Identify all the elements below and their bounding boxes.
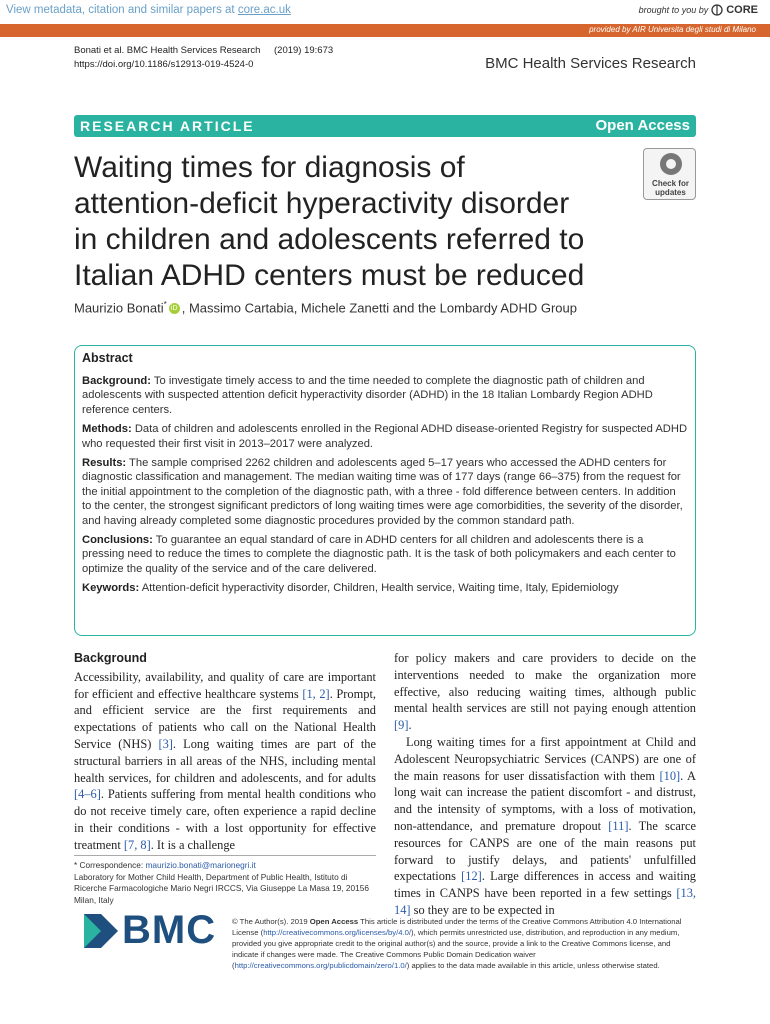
other-authors: , Massimo Cartabia, Michele Zanetti and the Lombardy ADHD Group — [181, 300, 577, 316]
abstract-box — [74, 345, 696, 636]
citation-year: (2019) 19:673 — [274, 45, 334, 56]
abstract-conclusions — [82, 533, 688, 576]
results-text: The sample comprised 2262 children and adolescents aged 5–17 years who accessed the ADHD centers for diagnostic classification and management. The median waiting time was of 177 days (range 66–375) from the request for the initial appointment to the completion of the diagnostic path, with a three - fold difference between centers. In addition to the center, the strongest significant predictors of long waiting times were age comorbidities, the severity of the disorder, and having already completed some diagnostic procedures provided by the common standard path. — [82, 457, 683, 527]
abstract-heading: Abstract — [82, 351, 133, 365]
body-paragraph: Long waiting times for a first appointment at Child and Adolescent Neuropsychiatric Services (CANPS) are one of the main reasons for user dissatisfaction with them [10]. A long wait can increase the patient discomfort - and distrust, and the intensity of symptoms, with a loss of motivation, non-attendance, and premature dropout [11]. The scarce resources for CANPS are one of the main reasons put forward to justify delays, and patients' unfulfilled expectations [12]. Large differences in access and waiting times in CANPS have been reported in a few settings [13, 14] so they are to be expected in — [394, 734, 697, 917]
citation-ref[interactable]: [9] — [394, 718, 409, 733]
section-heading-background: Background — [74, 651, 147, 665]
citation-ref[interactable]: [10] — [659, 768, 681, 783]
citation-ref[interactable]: [11] — [608, 818, 629, 833]
bmc-logo-text: BMC — [122, 908, 217, 952]
bmc-mark-icon — [84, 914, 118, 948]
open-access-label: Open Access — [595, 117, 690, 134]
license-text: © The Author(s). 2019 Open Access This article is distributed under the terms of the Creative Commons Attribution 4.0 International License (http://creativecommons.org/licenses/by/4.0/), which permits unrestricted use, distribution, and reproduction in any medium, provided you give appropriate credit to the original author(s) and the source, provide a link to the Creative Commons license, and indicate if changes were made. The Creative Commons Public Domain Dedication waiver (http://creativecommons.org/publicdomain/zero/1.0/) applies to the data made available in this article, unless otherwise stated. — [232, 917, 682, 970]
orcid-icon[interactable]: iD — [169, 303, 180, 314]
background-label: Background: — [82, 375, 151, 387]
provided-by-text[interactable]: provided by AIR Universita degli studi di Milano — [589, 25, 756, 34]
doi-link[interactable]: https://doi.org/10.1186/s12913-019-4524-0 — [74, 59, 254, 70]
cc-zero-link[interactable]: http://creativecommons.org/publicdomain/zero/1.0/ — [234, 961, 407, 970]
core-domain-link[interactable]: core.ac.uk — [237, 4, 291, 16]
correspondence-label: * Correspondence: — [74, 860, 146, 870]
affiliation-text: Laboratory for Mother Child Health, Department of Public Health, Istituto di Ricerche Farmacologiche Mario Negri IRCCS, Via Giuseppe La Masa 19, 20156 Milan, Italy — [74, 871, 369, 905]
conclusions-label: Conclusions: — [82, 534, 153, 547]
body-paragraph: Accessibility, availability, and quality of care are important for efficient and effective healthcare systems [1, 2]. Prompt, and efficient service are the first requirements and expectations of patients who call on the National Health Service (NHS) [3]. Long waiting times are part of the structural barriers in all areas of the NHS, including mental health services, for children and adolescents, and for adults [4–6]. Patients suffering from mental health conditions who do not receive timely care, often experience a rapid decline in their conditions - with a lost opportunity for effective treatment [7, 8]. It is a challenge — [74, 669, 376, 852]
body-left-column — [74, 650, 376, 854]
check-for-updates-button[interactable] — [643, 148, 696, 200]
journal-name: BMC Health Services Research — [485, 55, 696, 72]
core-metadata-link[interactable]: View metadata, citation and similar papers at core.ac.uk — [6, 4, 291, 16]
core-brand — [639, 4, 758, 16]
conclusions-text: To guarantee an equal standard of care in ADHD centers for all children and adolescents there is a pressing need to reduce the times to complete the diagnostic path. It is the task of both policymakers and each center to optimize the quality of the service and of the care delivered. — [82, 534, 676, 575]
methods-label: Methods: — [82, 423, 132, 436]
citation-ref[interactable]: [4–6] — [74, 787, 101, 802]
article-type: RESEARCH ARTICLE — [80, 118, 255, 134]
citation-ref[interactable]: [3] — [158, 736, 173, 751]
methods-text: Data of children and adolescents enrolled in the Regional ADHD disease-oriented Registry for suspected ADHD who requested their first visit in 2013–2017 were analyzed. — [82, 423, 688, 450]
citation-ref[interactable]: [7, 8] — [123, 837, 151, 852]
brought-by-label: brought to you by — [638, 5, 709, 15]
check-updates-label: Check for updates — [652, 179, 689, 197]
abstract-methods — [82, 422, 688, 451]
body-paragraph: for policy makers and care providers to decide on the interventions needed to make the organization more effective, also reducing waiting times, although public mental health services are still not paying enough attention [9]. — [394, 651, 696, 733]
correspondence-footnote — [74, 855, 376, 906]
first-author[interactable]: Maurizio Bonati — [74, 300, 164, 316]
core-logo-icon — [711, 4, 723, 16]
citation-ref[interactable]: [12] — [461, 869, 482, 884]
article-title: Waiting times for diagnosis of attention-deficit hyperactivity disorder in children and adolescents referred to Italian ADHD centers must be reduced — [74, 151, 585, 292]
abstract-background — [82, 374, 688, 417]
abstract-keywords — [82, 581, 688, 595]
citation-ref[interactable]: [13, 14] — [394, 886, 696, 917]
provided-by-bar — [0, 24, 770, 37]
check-updates-icon — [660, 153, 682, 175]
abstract-results — [82, 456, 688, 528]
corresponding-mark: * — [163, 300, 167, 309]
citation-authors: Bonati et al. BMC Health Services Research — [74, 45, 261, 56]
keywords-text: Attention-deficit hyperactivity disorder, Children, Health service, Waiting time, Italy, Epidemiology — [139, 582, 619, 595]
core-logo-text: CORE — [726, 4, 758, 16]
results-label: Results: — [82, 457, 127, 470]
correspondence-email[interactable]: maurizio.bonati@marionegri.it — [145, 860, 256, 870]
background-text: To investigate timely access to and the time needed to complete the diagnostic path of children and adolescents with suspected attention deficit hyperactivity disorder (ADHD) in the 18 Italian Lombardy Region ADHD reference centers. — [82, 375, 653, 416]
article-type-banner — [74, 115, 696, 137]
cc-by-link[interactable]: http://creativecommons.org/licenses/by/4.0/ — [263, 928, 412, 937]
citation-header — [74, 44, 334, 72]
author-list — [74, 300, 577, 315]
core-bar — [0, 0, 770, 24]
keywords-label: Keywords: — [82, 582, 140, 595]
bmc-logo — [84, 908, 217, 952]
citation-ref[interactable]: [1, 2] — [302, 686, 330, 701]
body-right-column — [394, 650, 696, 919]
